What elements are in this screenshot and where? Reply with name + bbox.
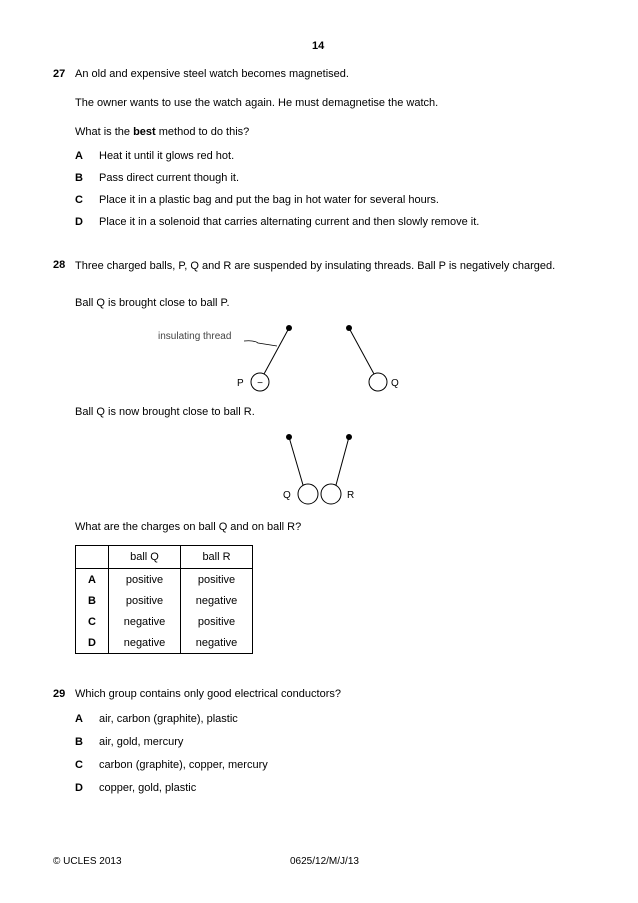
ball-p-charge: −	[257, 378, 263, 389]
ball-q-assembly-2	[283, 434, 318, 504]
answer-row-ball-r: positive	[181, 611, 253, 632]
ball-q-thread-1	[349, 328, 374, 374]
q27-option-c-letter: C	[75, 194, 83, 206]
ball-p-assembly	[237, 325, 292, 391]
answer-table-header-ball-r: ball R	[181, 546, 253, 569]
question-29-number: 29	[53, 688, 66, 700]
ball-q-label-1: Q	[391, 378, 399, 389]
q29-option-d-letter: D	[75, 782, 83, 794]
question-28-line3: Ball Q is now brought close to ball R.	[75, 406, 255, 418]
thread-label-leader	[244, 341, 277, 346]
answer-row-letter: C	[76, 611, 109, 632]
ball-q-label-2: Q	[283, 490, 291, 501]
footer-paper-code: 0625/12/M/J/13	[290, 856, 359, 867]
ball-r-assembly	[321, 434, 354, 504]
answer-row-ball-q: negative	[109, 611, 181, 632]
answer-table-row	[76, 569, 253, 591]
answer-table-header-empty	[76, 546, 109, 569]
ball-r	[321, 484, 341, 504]
q27-option-b-text: Pass direct current though it.	[99, 172, 240, 184]
answer-row-ball-r: positive	[181, 569, 253, 591]
insulating-thread-label: insulating thread	[158, 331, 232, 342]
answer-row-letter: A	[76, 569, 109, 591]
ball-p-label: P	[237, 378, 244, 389]
q29-option-c-letter: C	[75, 759, 83, 771]
answer-table-row	[76, 611, 253, 632]
question-27-line2: The owner wants to use the watch again. He must demagnetise the watch.	[75, 97, 439, 109]
answer-table-header-ball-q: ball Q	[109, 546, 181, 569]
answer-table-row	[76, 632, 253, 654]
q27-option-a-text: Heat it until it glows red hot.	[99, 150, 235, 162]
ball-q-assembly-1	[346, 325, 399, 391]
question-28-line2: Ball Q is brought close to ball P.	[75, 297, 230, 309]
ball-q-thread-2	[289, 437, 303, 485]
q29-option-a-letter: A	[75, 713, 83, 725]
question-29-question: Which group contains only good electrical conductors?	[75, 688, 341, 700]
ball-q-2	[298, 484, 318, 504]
answer-row-ball-q: positive	[109, 590, 181, 611]
answer-row-ball-r: negative	[181, 632, 253, 654]
ball-q-1	[369, 373, 387, 391]
q29-option-a-text: air, carbon (graphite), plastic	[99, 713, 238, 725]
question-27-line3-emphasis: best	[133, 126, 156, 138]
question-28-number: 28	[53, 259, 66, 271]
answer-table-row	[76, 590, 253, 611]
answer-table	[75, 545, 253, 654]
q29-option-d-text: copper, gold, plastic	[99, 782, 197, 794]
q27-option-a-letter: A	[75, 150, 83, 162]
thread-label-group	[158, 331, 277, 346]
q27-option-d-text: Place it in a solenoid that carries alternating current and then slowly remove it.	[99, 216, 480, 228]
answer-row-letter: B	[76, 590, 109, 611]
answer-row-ball-q: negative	[109, 632, 181, 654]
answer-row-letter: D	[76, 632, 109, 654]
answer-table-header-row	[76, 546, 253, 569]
answer-row-ball-q: positive	[109, 569, 181, 591]
q27-option-c-text: Place it in a plastic bag and put the bag in hot water for several hours.	[99, 194, 439, 206]
q29-option-b-text: air, gold, mercury	[99, 736, 184, 748]
question-27-line1: An old and expensive steel watch becomes magnetised.	[75, 68, 349, 80]
footer-copyright: © UCLES 2013	[53, 856, 122, 867]
ball-r-thread	[336, 437, 349, 485]
q29-option-c-text: carbon (graphite), copper, mercury	[99, 759, 268, 771]
ball-p-thread	[264, 328, 289, 374]
question-27-line3-pre: What is the	[75, 126, 134, 138]
question-28-question: What are the charges on ball Q and on ball R?	[75, 521, 302, 533]
ball-r-label: R	[347, 490, 355, 501]
q27-option-d-letter: D	[75, 216, 83, 228]
question-27-line3-post: method to do this?	[155, 126, 250, 138]
page-number: 14	[312, 40, 325, 52]
q27-option-b-letter: B	[75, 172, 83, 184]
answer-row-ball-r: negative	[181, 590, 253, 611]
question-27-number: 27	[53, 68, 66, 80]
question-28-intro: Three charged balls, P, Q and R are suspended by insulating threads. Ball P is negatively charged.	[75, 260, 556, 272]
q29-option-b-letter: B	[75, 736, 83, 748]
